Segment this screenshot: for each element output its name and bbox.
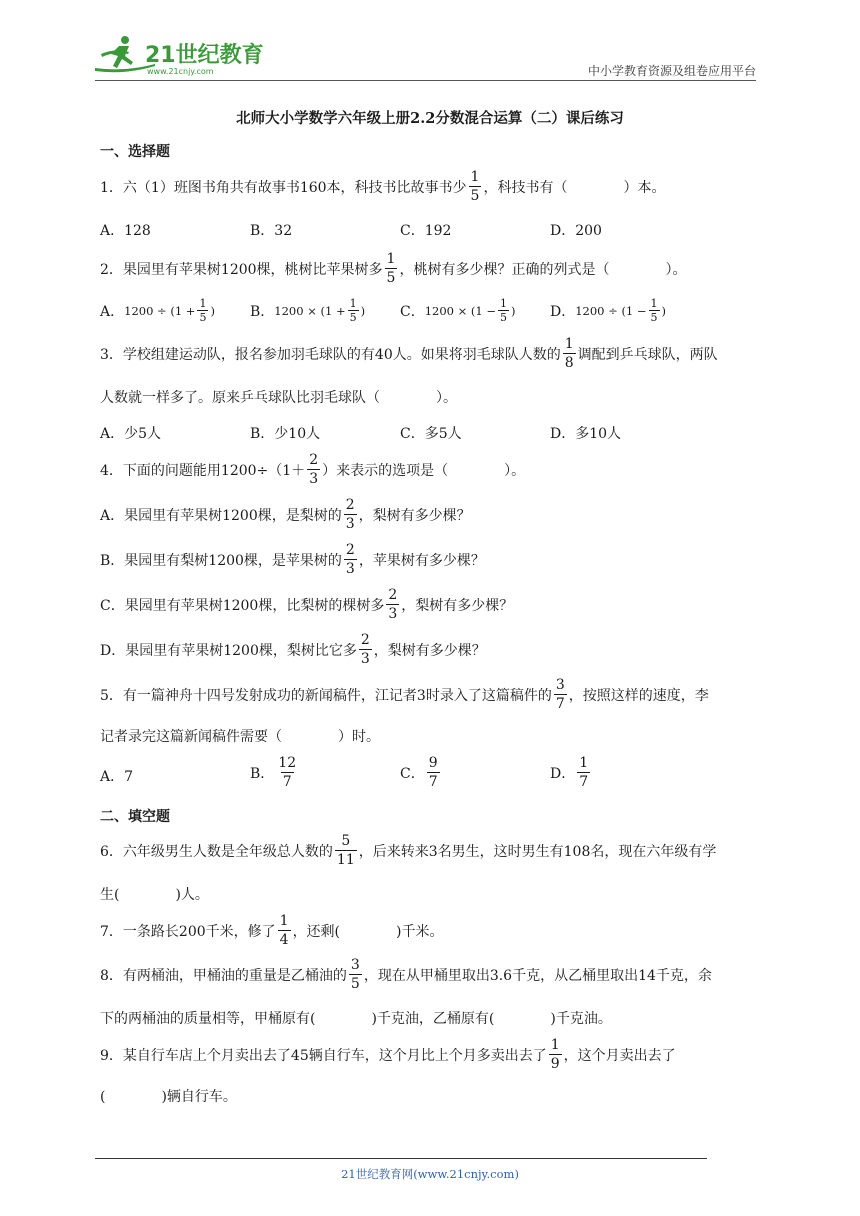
question-text: 2．果园里有苹果树1200棵，桃树比苹果树多 bbox=[100, 261, 383, 278]
question-3-line2: 人数就一样多了。原来乒乓球队比羽毛球队（ ）。 bbox=[100, 390, 457, 406]
question-text: ，科技书有（ ）本。 bbox=[483, 179, 666, 196]
q2-option-d[interactable]: D． 1200 ÷ (1 − $\frac{1}{5}$ ) bbox=[550, 297, 667, 324]
question-9 bbox=[100, 1038, 676, 1071]
section-heading-choice: 一、选择题 bbox=[100, 144, 170, 160]
fraction: $\frac{1}{8}$ bbox=[564, 336, 574, 371]
q4-option-c[interactable]: C．果园里有苹果树1200棵，比梨树的棵树多 $\frac{2}{3}$ ，梨树有多少棵？ bbox=[100, 587, 514, 622]
q5-option-b[interactable]: B． $\frac{12}{7}$ bbox=[250, 755, 297, 790]
question-1 bbox=[100, 170, 665, 203]
question-8 bbox=[100, 958, 712, 991]
question-text: 调配到乒乓球队，两队 bbox=[577, 346, 718, 363]
document-title: 北师大小学数学六年级上册2.2分数混合运算（二）课后练习 bbox=[236, 110, 624, 127]
question-3 bbox=[100, 337, 718, 370]
q1-option-d[interactable]: D．200 bbox=[550, 223, 602, 239]
question-text: 8．有两桶油，甲桶油的重量是乙桶油的 bbox=[100, 967, 347, 984]
question-text: 3．学校组建运动队，报名参加羽毛球队的有40人。如果将羽毛球队人数的 bbox=[100, 346, 561, 363]
question-4 bbox=[100, 453, 525, 486]
question-text: ）来表示的选项是（ ）。 bbox=[322, 462, 526, 479]
question-text: ，还剩( )千米。 bbox=[292, 923, 444, 940]
question-text: 9．某自行车店上个月卖出去了45辆自行车，这个月比上个月多卖出去了 bbox=[100, 1047, 547, 1064]
fraction: $\frac{3}{7}$ bbox=[555, 677, 565, 712]
q3-option-c[interactable]: C．多5人 bbox=[400, 426, 462, 442]
q3-option-b[interactable]: B．少10人 bbox=[250, 426, 321, 442]
site-logo bbox=[95, 32, 265, 78]
footer-link[interactable]: 21世纪教育网(www.21cnjy.com) bbox=[341, 1167, 519, 1181]
question-7 bbox=[100, 914, 444, 947]
q5-option-d[interactable]: D． $\frac{1}{7}$ bbox=[550, 755, 589, 790]
header-platform-text: 中小学教育资源及组卷应用平台 bbox=[587, 64, 756, 78]
question-text: 4．下面的问题能用1200÷（1＋ bbox=[100, 462, 306, 479]
logo-url: www.21cnjy.com bbox=[147, 67, 214, 76]
question-8-line2: 下的两桶油的质量相等，甲桶原有( )千克油，乙桶原有( )千克油。 bbox=[100, 1011, 612, 1027]
fraction: $\frac{1}{5}$ bbox=[386, 251, 396, 286]
q2-option-b[interactable]: B． 1200 × (1 + $\frac{1}{5}$ ) bbox=[250, 297, 366, 324]
header-divider bbox=[95, 80, 756, 81]
q3-option-a[interactable]: A．少5人 bbox=[100, 426, 162, 442]
question-text: 1．六（1）班图书角共有故事书160本，科技书比故事书少 bbox=[100, 179, 467, 196]
fraction: $\frac{5}{11}$ bbox=[336, 833, 355, 868]
question-text: 6．六年级男生人数是全年级总人数的 bbox=[100, 843, 333, 860]
q3-option-d[interactable]: D．多10人 bbox=[550, 426, 622, 442]
fraction: $\frac{1}{5}$ bbox=[470, 169, 480, 204]
question-text: 7．一条路长200千米，修了 bbox=[100, 923, 276, 940]
q2-option-c[interactable]: C． 1200 × (1 − $\frac{1}{5}$ ) bbox=[400, 297, 516, 324]
question-5 bbox=[100, 678, 709, 711]
question-text: ，桃树有多少棵？正确的列式是（ ）。 bbox=[399, 261, 687, 278]
q2-option-a[interactable]: A． 1200 ÷ (1 + $\frac{1}{5}$ ) bbox=[100, 297, 215, 324]
fraction: $\frac{2}{3}$ bbox=[309, 452, 319, 487]
q5-option-c[interactable]: C． $\frac{9}{7}$ bbox=[400, 755, 438, 790]
q4-option-a[interactable]: A．果园里有苹果树1200棵，是梨树的 $\frac{2}{3}$ ，梨树有多少棵？ bbox=[100, 497, 471, 532]
q1-option-c[interactable]: C．192 bbox=[400, 223, 452, 239]
question-9-line2: ( )辆自行车。 bbox=[100, 1089, 237, 1105]
question-5-line2: 记者录完这篇新闻稿件需要（ ）时。 bbox=[100, 729, 380, 745]
q5-option-a[interactable]: A．7 bbox=[100, 769, 134, 785]
q4-option-b[interactable]: B．果园里有梨树1200棵，是苹果树的 $\frac{2}{3}$ ，苹果树有多少棵？ bbox=[100, 542, 485, 577]
question-2 bbox=[100, 252, 686, 285]
question-text: ，后来转来3名男生，这时男生有108名，现在六年级有学 bbox=[358, 843, 717, 860]
q1-option-a[interactable]: A．128 bbox=[100, 223, 151, 239]
q1-option-b[interactable]: B．32 bbox=[250, 223, 293, 239]
fraction: $\frac{1}{9}$ bbox=[550, 1037, 560, 1072]
section-heading-fill: 二、填空题 bbox=[100, 809, 170, 825]
fraction: $\frac{3}{5}$ bbox=[350, 957, 360, 992]
question-text: ，现在从甲桶里取出3.6千克，从乙桶里取出14千克，余 bbox=[363, 967, 712, 984]
footer-divider bbox=[95, 1158, 707, 1159]
question-text: ，这个月卖出去了 bbox=[563, 1047, 676, 1064]
fraction: $\frac{1}{4}$ bbox=[279, 913, 289, 948]
question-6 bbox=[100, 834, 716, 867]
q4-option-d[interactable]: D．果园里有苹果树1200棵，梨树比它多 $\frac{2}{3}$ ，梨树有多少棵？ bbox=[100, 632, 486, 667]
question-6-line2: 生( )人。 bbox=[100, 887, 209, 903]
logo-text: 21世纪教育 bbox=[145, 43, 264, 68]
question-text: 5．有一篇神舟十四号发射成功的新闻稿件，江记者3时录入了这篇稿件的 bbox=[100, 687, 552, 704]
question-text: ，按照这样的速度，李 bbox=[568, 687, 709, 704]
